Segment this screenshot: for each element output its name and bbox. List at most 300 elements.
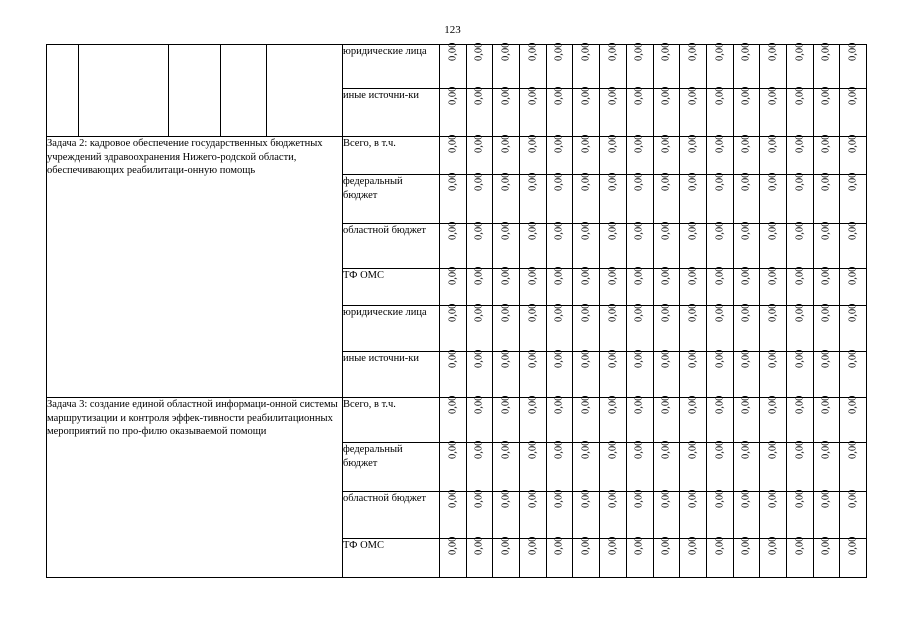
value-text: 0,00: [553, 86, 565, 106]
value-cell: [493, 221, 520, 269]
value-text: 0,00: [527, 395, 539, 415]
value-cell: [653, 172, 680, 224]
value-text: 0,00: [687, 303, 699, 323]
value-cell: [546, 42, 573, 89]
value-text: 0,00: [553, 221, 565, 241]
value-text: 0,00: [740, 349, 752, 369]
value-text: 0,00: [687, 349, 699, 369]
value-text: 0,00: [447, 349, 459, 369]
value-text: 0,00: [633, 266, 645, 286]
value-text: 0,00: [473, 221, 485, 241]
value-text: 0,00: [580, 172, 592, 192]
value-text: 0,00: [607, 221, 619, 241]
value-text: 0,00: [527, 536, 539, 556]
value-text: 0,00: [660, 489, 672, 509]
value-cell: [466, 489, 493, 539]
value-cell: [573, 303, 600, 352]
value-cell: [840, 489, 867, 539]
value-cell: [813, 266, 840, 306]
value-text: 0,00: [847, 266, 859, 286]
funding-source-label: юридические лица: [343, 306, 440, 352]
value-text: 0,00: [633, 349, 645, 369]
value-text: 0,00: [607, 134, 619, 154]
value-cell: [840, 42, 867, 89]
value-cell: [760, 221, 787, 269]
value-cell: [706, 395, 733, 443]
value-text: 0,00: [713, 86, 725, 106]
value-cell: [546, 172, 573, 224]
value-text: 0,00: [820, 86, 832, 106]
value-text: 0,00: [607, 349, 619, 369]
funding-source-label: федеральный бюджет: [343, 175, 440, 224]
value-cell: [760, 86, 787, 137]
value-text: 0,00: [633, 303, 645, 323]
value-cell: [706, 221, 733, 269]
value-text: 0,00: [687, 395, 699, 415]
value-cell: [520, 172, 547, 224]
value-text: 0,00: [713, 349, 725, 369]
value-text: 0,00: [660, 42, 672, 62]
value-text: 0,00: [633, 489, 645, 509]
value-text: 0,00: [713, 536, 725, 556]
empty-cell: [169, 45, 221, 137]
value-cell: [493, 303, 520, 352]
value-text: 0,00: [633, 536, 645, 556]
value-text: 0,00: [473, 303, 485, 323]
value-text: 0,00: [580, 489, 592, 509]
value-text: 0,00: [713, 303, 725, 323]
value-cell: [520, 489, 547, 539]
value-text: 0,00: [660, 86, 672, 106]
value-text: 0,00: [580, 536, 592, 556]
value-cell: [680, 134, 707, 175]
value-text: 0,00: [793, 42, 805, 62]
value-text: 0,00: [660, 303, 672, 323]
value-text: 0,00: [740, 221, 752, 241]
value-text: 0,00: [527, 221, 539, 241]
value-cell: [733, 536, 760, 578]
value-text: 0,00: [553, 536, 565, 556]
value-cell: [546, 489, 573, 539]
value-cell: [813, 440, 840, 492]
value-cell: [786, 266, 813, 306]
value-text: 0,00: [713, 440, 725, 460]
value-text: 0,00: [447, 266, 459, 286]
value-cell: [813, 395, 840, 443]
value-cell: [653, 489, 680, 539]
value-cell: [680, 266, 707, 306]
funding-source-label: Всего, в т.ч.: [343, 398, 440, 443]
value-cell: [760, 172, 787, 224]
value-cell: [440, 172, 467, 224]
value-text: 0,00: [767, 42, 779, 62]
value-cell: [600, 395, 627, 443]
value-text: 0,00: [553, 440, 565, 460]
value-cell: [466, 395, 493, 443]
value-cell: [786, 221, 813, 269]
value-text: 0,00: [687, 86, 699, 106]
value-text: 0,00: [660, 440, 672, 460]
value-text: 0,00: [847, 86, 859, 106]
value-cell: [440, 134, 467, 175]
value-text: 0,00: [633, 395, 645, 415]
value-cell: [626, 42, 653, 89]
value-cell: [493, 440, 520, 492]
value-cell: [600, 172, 627, 224]
value-text: 0,00: [767, 266, 779, 286]
value-text: 0,00: [740, 266, 752, 286]
value-cell: [600, 303, 627, 352]
value-text: 0,00: [793, 536, 805, 556]
value-cell: [653, 86, 680, 137]
value-cell: [813, 303, 840, 352]
value-cell: [680, 395, 707, 443]
value-text: 0,00: [580, 42, 592, 62]
value-text: 0,00: [580, 134, 592, 154]
value-text: 0,00: [500, 266, 512, 286]
value-cell: [706, 440, 733, 492]
funding-source-label: Всего, в т.ч.: [343, 137, 440, 175]
value-text: 0,00: [633, 86, 645, 106]
value-text: 0,00: [740, 303, 752, 323]
value-text: 0,00: [713, 42, 725, 62]
table-row: [47, 45, 867, 89]
task-description: Задача 2: кадровое обеспечение государственных бюджетных учреждений здравоохранения Нижего-родской области, обеспечивающих реабилитаци-онную помощь: [47, 137, 343, 398]
value-text: 0,00: [607, 42, 619, 62]
value-cell: [626, 489, 653, 539]
funding-source-label: федеральный бюджет: [343, 443, 440, 492]
value-text: 0,00: [633, 172, 645, 192]
value-text: 0,00: [527, 303, 539, 323]
value-cell: [626, 134, 653, 175]
value-cell: [680, 440, 707, 492]
value-cell: [520, 86, 547, 137]
value-text: 0,00: [500, 303, 512, 323]
value-cell: [680, 536, 707, 578]
value-cell: [493, 489, 520, 539]
value-cell: [573, 489, 600, 539]
value-text: 0,00: [447, 303, 459, 323]
funding-source-label: областной бюджет: [343, 492, 440, 539]
value-text: 0,00: [447, 134, 459, 154]
value-text: 0,00: [553, 134, 565, 154]
value-cell: [733, 172, 760, 224]
value-cell: [760, 266, 787, 306]
value-text: 0,00: [847, 303, 859, 323]
empty-cell: [47, 45, 79, 137]
value-cell: [653, 395, 680, 443]
value-cell: [733, 489, 760, 539]
value-cell: [706, 266, 733, 306]
value-text: 0,00: [447, 86, 459, 106]
value-text: 0,00: [500, 172, 512, 192]
value-cell: [813, 134, 840, 175]
value-text: 0,00: [713, 172, 725, 192]
value-cell: [466, 172, 493, 224]
value-cell: [680, 349, 707, 398]
value-cell: [760, 536, 787, 578]
value-text: 0,00: [660, 172, 672, 192]
value-cell: [573, 134, 600, 175]
value-text: 0,00: [500, 86, 512, 106]
value-text: 0,00: [447, 395, 459, 415]
value-text: 0,00: [580, 266, 592, 286]
value-text: 0,00: [820, 134, 832, 154]
value-cell: [786, 349, 813, 398]
value-text: 0,00: [793, 134, 805, 154]
value-text: 0,00: [767, 395, 779, 415]
value-text: 0,00: [473, 440, 485, 460]
value-text: 0,00: [687, 489, 699, 509]
value-text: 0,00: [607, 303, 619, 323]
value-cell: [733, 134, 760, 175]
value-text: 0,00: [820, 536, 832, 556]
value-cell: [760, 489, 787, 539]
value-cell: [520, 134, 547, 175]
value-cell: [680, 303, 707, 352]
value-cell: [573, 349, 600, 398]
value-text: 0,00: [500, 536, 512, 556]
value-text: 0,00: [820, 395, 832, 415]
value-text: 0,00: [687, 221, 699, 241]
value-text: 0,00: [447, 536, 459, 556]
value-text: 0,00: [793, 303, 805, 323]
value-cell: [786, 489, 813, 539]
value-cell: [653, 536, 680, 578]
value-text: 0,00: [767, 440, 779, 460]
value-text: 0,00: [847, 172, 859, 192]
value-text: 0,00: [447, 440, 459, 460]
value-cell: [840, 395, 867, 443]
value-text: 0,00: [793, 266, 805, 286]
value-cell: [840, 134, 867, 175]
value-cell: [813, 489, 840, 539]
value-cell: [440, 395, 467, 443]
value-text: 0,00: [847, 349, 859, 369]
value-cell: [440, 221, 467, 269]
value-text: 0,00: [847, 134, 859, 154]
value-cell: [706, 42, 733, 89]
value-text: 0,00: [713, 266, 725, 286]
value-cell: [626, 86, 653, 137]
value-cell: [493, 395, 520, 443]
value-cell: [600, 349, 627, 398]
value-text: 0,00: [687, 536, 699, 556]
value-text: 0,00: [767, 303, 779, 323]
value-text: 0,00: [580, 395, 592, 415]
value-text: 0,00: [793, 395, 805, 415]
value-text: 0,00: [847, 536, 859, 556]
value-text: 0,00: [473, 349, 485, 369]
value-cell: [760, 134, 787, 175]
value-text: 0,00: [633, 134, 645, 154]
value-cell: [760, 395, 787, 443]
budget-table: [46, 44, 867, 578]
value-cell: [520, 266, 547, 306]
value-cell: [706, 86, 733, 137]
value-text: 0,00: [553, 489, 565, 509]
value-cell: [600, 440, 627, 492]
value-text: 0,00: [740, 134, 752, 154]
value-cell: [546, 395, 573, 443]
value-cell: [680, 42, 707, 89]
value-text: 0,00: [553, 172, 565, 192]
funding-source-label: ТФ ОМС: [343, 539, 440, 578]
value-text: 0,00: [660, 536, 672, 556]
value-cell: [733, 86, 760, 137]
value-cell: [573, 42, 600, 89]
value-text: 0,00: [847, 221, 859, 241]
value-text: 0,00: [767, 489, 779, 509]
value-cell: [706, 349, 733, 398]
value-cell: [466, 349, 493, 398]
value-cell: [600, 134, 627, 175]
value-text: 0,00: [500, 221, 512, 241]
value-cell: [760, 42, 787, 89]
value-text: 0,00: [687, 42, 699, 62]
value-cell: [546, 440, 573, 492]
value-cell: [786, 42, 813, 89]
value-cell: [573, 266, 600, 306]
value-cell: [573, 395, 600, 443]
funding-source-label: ТФ ОМС: [343, 269, 440, 306]
value-text: 0,00: [473, 536, 485, 556]
value-cell: [733, 349, 760, 398]
value-cell: [653, 349, 680, 398]
value-cell: [786, 440, 813, 492]
value-cell: [840, 266, 867, 306]
value-text: 0,00: [713, 134, 725, 154]
value-text: 0,00: [767, 536, 779, 556]
value-cell: [466, 440, 493, 492]
value-cell: [546, 86, 573, 137]
value-text: 0,00: [820, 42, 832, 62]
value-cell: [440, 349, 467, 398]
value-text: 0,00: [580, 303, 592, 323]
value-cell: [626, 395, 653, 443]
value-cell: [573, 172, 600, 224]
value-text: 0,00: [500, 489, 512, 509]
value-text: 0,00: [687, 440, 699, 460]
value-text: 0,00: [687, 172, 699, 192]
value-text: 0,00: [740, 536, 752, 556]
value-text: 0,00: [793, 221, 805, 241]
value-text: 0,00: [687, 134, 699, 154]
value-cell: [546, 349, 573, 398]
value-text: 0,00: [447, 489, 459, 509]
funding-source-label: юридические лица: [343, 45, 440, 89]
value-cell: [786, 172, 813, 224]
value-cell: [680, 172, 707, 224]
value-text: 0,00: [580, 221, 592, 241]
value-cell: [813, 42, 840, 89]
budget-table-body: [47, 42, 867, 578]
value-cell: [760, 303, 787, 352]
funding-source-label: иные источни-ки: [343, 89, 440, 137]
value-cell: [440, 536, 467, 578]
value-cell: [733, 221, 760, 269]
value-cell: [840, 536, 867, 578]
value-text: 0,00: [767, 172, 779, 192]
value-cell: [493, 266, 520, 306]
value-text: 0,00: [847, 489, 859, 509]
value-cell: [520, 349, 547, 398]
value-cell: [520, 536, 547, 578]
task-description: Задача 3: создание единой областной информаци-онной системы маршрутизации и контроля эффек-тивности реабилитационных мероприятий по про-филю оказываемой помощи: [47, 398, 343, 578]
value-text: 0,00: [660, 395, 672, 415]
value-text: 0,00: [527, 440, 539, 460]
value-text: 0,00: [447, 172, 459, 192]
value-cell: [440, 303, 467, 352]
value-text: 0,00: [767, 86, 779, 106]
value-text: 0,00: [580, 440, 592, 460]
value-cell: [653, 440, 680, 492]
value-cell: [493, 349, 520, 398]
value-text: 0,00: [500, 395, 512, 415]
value-text: 0,00: [607, 536, 619, 556]
value-cell: [493, 134, 520, 175]
value-text: 0,00: [633, 440, 645, 460]
value-cell: [573, 536, 600, 578]
value-text: 0,00: [447, 42, 459, 62]
value-text: 0,00: [820, 440, 832, 460]
value-cell: [680, 86, 707, 137]
value-text: 0,00: [820, 489, 832, 509]
value-cell: [493, 536, 520, 578]
value-cell: [653, 221, 680, 269]
value-cell: [733, 440, 760, 492]
value-text: 0,00: [820, 266, 832, 286]
value-text: 0,00: [793, 349, 805, 369]
value-cell: [493, 42, 520, 89]
value-text: 0,00: [660, 266, 672, 286]
value-text: 0,00: [553, 266, 565, 286]
value-text: 0,00: [527, 266, 539, 286]
value-text: 0,00: [527, 134, 539, 154]
value-cell: [600, 489, 627, 539]
value-text: 0,00: [740, 86, 752, 106]
value-cell: [813, 86, 840, 137]
value-cell: [786, 303, 813, 352]
value-text: 0,00: [473, 395, 485, 415]
value-cell: [706, 536, 733, 578]
value-text: 0,00: [660, 221, 672, 241]
value-cell: [760, 349, 787, 398]
value-cell: [706, 303, 733, 352]
value-text: 0,00: [793, 440, 805, 460]
value-text: 0,00: [527, 42, 539, 62]
value-cell: [680, 221, 707, 269]
value-cell: [493, 172, 520, 224]
value-cell: [653, 303, 680, 352]
empty-cell: [221, 45, 267, 137]
value-text: 0,00: [527, 489, 539, 509]
value-cell: [840, 440, 867, 492]
value-cell: [626, 303, 653, 352]
funding-source-label: иные источни-ки: [343, 352, 440, 398]
value-cell: [600, 536, 627, 578]
value-text: 0,00: [687, 266, 699, 286]
value-cell: [546, 134, 573, 175]
value-cell: [520, 221, 547, 269]
value-cell: [520, 303, 547, 352]
value-text: 0,00: [473, 42, 485, 62]
value-cell: [520, 395, 547, 443]
value-cell: [600, 42, 627, 89]
value-cell: [573, 221, 600, 269]
value-text: 0,00: [820, 221, 832, 241]
value-cell: [813, 221, 840, 269]
